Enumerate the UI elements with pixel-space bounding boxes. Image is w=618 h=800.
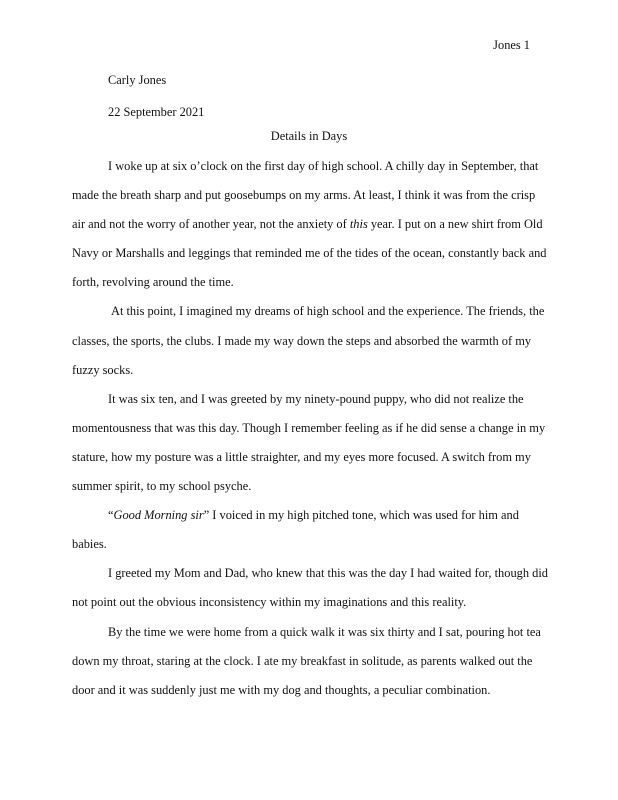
paragraph-4-emphasis: Good Morning sir [113, 508, 204, 523]
paragraph-2: At this point, I imagined my dreams of high school and the experience. The friends, the classes, the sports, the clubs. I made my way down the steps and absorbed the warmth of my fuzzy socks. [72, 304, 545, 377]
document-date: 22 September 2021 [108, 105, 205, 119]
paragraph-1 [72, 152, 548, 297]
paragraph-1-text-end: year. I put on a new shirt from Old Navy or Marshalls and leggings that reminded me of the tides of the ocean, constantly back and forth, revolving around the time. [72, 217, 547, 290]
paragraph-6: By the time we were home from a quick walk it was six thirty and I sat, pouring hot tea down my throat, staring at the clock. I ate my breakfast in solitude, as parents walked out the door and it was suddenly just me with my dog and thoughts, a peculiar combination. [72, 624, 541, 697]
essay-body [72, 152, 548, 705]
paragraph-1-text-start: I woke up at six o’clock on the first day of high school. A chilly day in September, that made the breath sharp and put goosebumps on my arms. At least, I think it was from the crisp air and not the worry of another year, not the anxiety of [72, 159, 539, 232]
essay-title: Details in Days [270, 129, 348, 143]
paragraph-3: It was six ten, and I was greeted by my ninety-pound puppy, who did not realize the momentousness that was this day. Though I remember feeling as if he did sense a change in my stature, how my posture was a little straighter, and my eyes more focused. A switch from my summer spirit, to my school psyche. [72, 391, 546, 494]
paragraph-5: I greeted my Mom and Dad, who knew that this was the day I had waited for, though did not point out the obvious inconsistency within my imaginations and this reality. [72, 566, 548, 610]
paragraph-4-open-quote: “ [108, 508, 114, 523]
paragraph-4-text: ” I voiced in my high pitched tone, which was used for him and babies. [72, 508, 519, 552]
author-name: Carly Jones [108, 73, 167, 87]
paragraph-1-emphasis: this [349, 217, 368, 232]
page-header: Jones 1 [493, 38, 530, 52]
paragraph-4 [72, 501, 548, 559]
